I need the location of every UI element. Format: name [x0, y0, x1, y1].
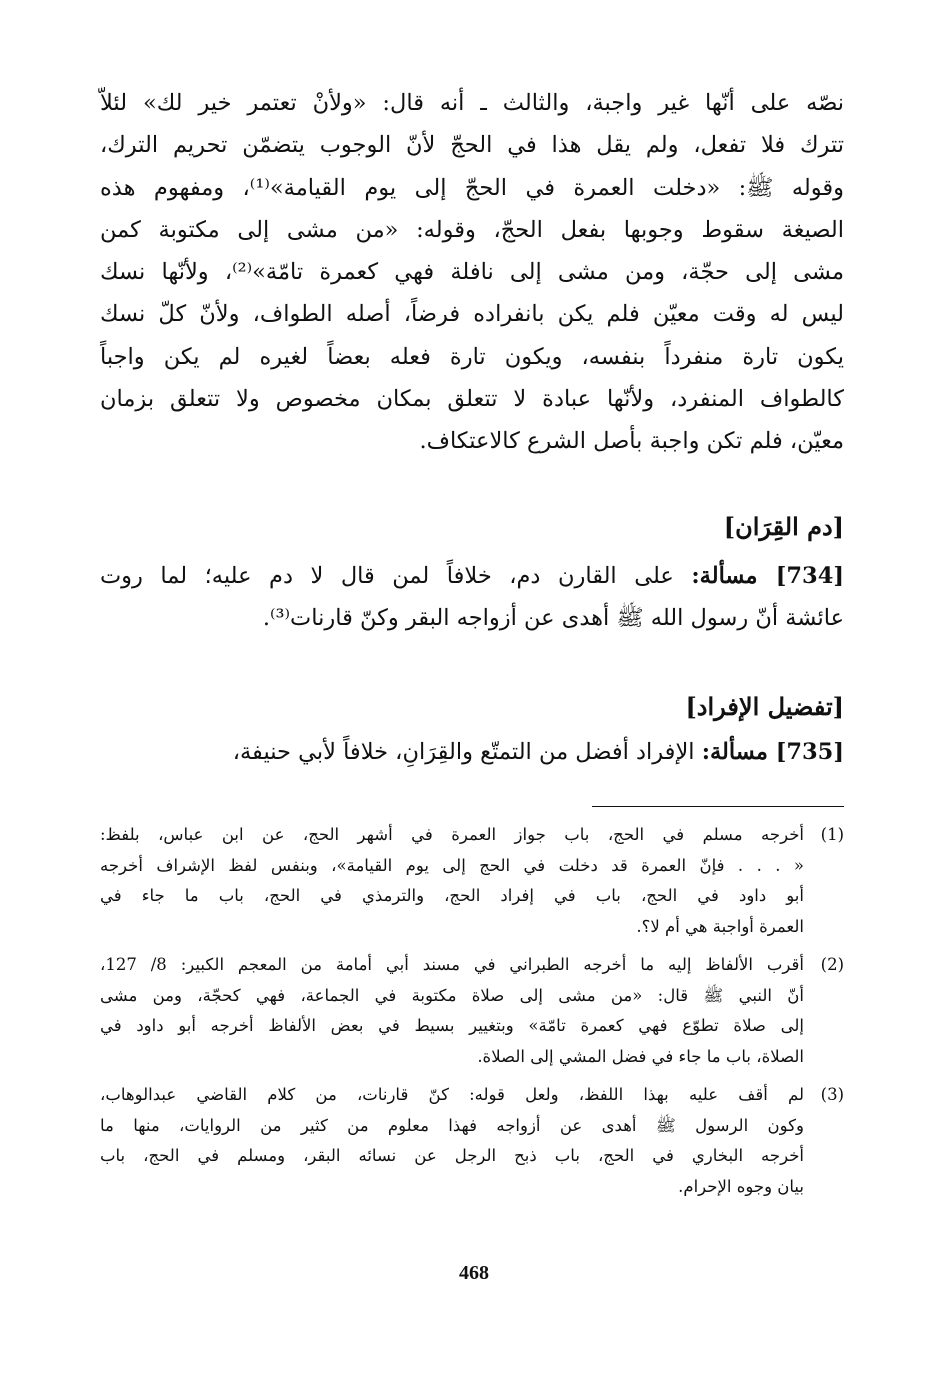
text-line: ليس له وقت معيّن فلم يكن بانفراده فرضاً، أصله الطواف، ولأنّ كلّ نسك	[100, 301, 844, 328]
issue-735	[100, 731, 844, 773]
footnote-text	[100, 950, 804, 1072]
text-line: يكون تارة منفرداً بنفسه، ويكون تارة فعله بعضاً لغيره لم يكن واجباً	[100, 343, 844, 370]
text-line: عائشة أنّ رسول الله ﷺ أهدى عن أزواجه البقر وكنّ قارنات⁽³⁾.	[262, 604, 844, 631]
footnote-line: الصلاة، باب ما جاء في فضل المشي إلى الصلاة.	[477, 1046, 804, 1066]
footnotes	[100, 820, 844, 1210]
footnote-number: (3)	[820, 1085, 844, 1104]
footnote-line: العمرة أواجبة هي أم لا؟.	[636, 916, 804, 936]
issue-number: [735] مسألة:	[701, 739, 844, 766]
footnote-line: أخرجه البخاري في الحج، باب ذبح الرجل عن نسائه البقر، ومسلم في الحج، باب	[100, 1146, 804, 1165]
footnote-line: وكون الرسول ﷺ أهدى عن أزواجه فهذا معلوم من كثير من الروايات، منها ما	[100, 1115, 804, 1135]
text-line: الصيغة سقوط وجوبها بفعل الحجّ، وقوله: «من مشى إلى مكتوبة كمن	[100, 216, 844, 243]
text-line: نصّه على أنّها غير واجبة، والثالث ـ أنه قال: «ولأنْ تعتمر خير لك» لئلاّ	[100, 90, 844, 116]
issue-734	[100, 555, 844, 640]
footnote-text	[100, 1080, 804, 1202]
page-number: 468	[459, 1262, 489, 1284]
text-line: كالطواف المنفرد، ولأنّها عبادة لا تتعلق بمكان مخصوص ولا تتعلق بزمان	[100, 386, 844, 413]
footnote-line: « . . . فإنّ العمرة قد دخلت في الحج إلى يوم القيامة»، وبنفس لفظ الإشراف أخرجه	[100, 855, 804, 875]
footnote-line: أنّ النبي ﷺ قال: «من مشى إلى صلاة مكتوبة في الجماعة، فهي كحجّة، ومن مشى	[100, 985, 804, 1005]
footnote	[100, 820, 844, 942]
section-heading-qiran: [دم القِرَان]	[723, 511, 844, 541]
text-line: معيّن، فلم تكن واجبة بأصل الشرع كالاعتكاف.	[419, 428, 844, 455]
issue-text: الإفراد أفضل من التمتّع والقِرَانِ، خلافاً لأبي حنيفة،	[232, 739, 695, 766]
footnote-line: أخرجه مسلم في الحج، باب جواز العمرة في أشهر الحج، عن ابن عباس، بلفظ:	[100, 825, 804, 844]
footnote-number: (1)	[820, 825, 844, 844]
footnote	[100, 1080, 844, 1202]
footnote-line: إلى صلاة تطوّع فهي كعمرة تامّة» وبتغيير بسيط في بعض الألفاظ أخرجه أبو داود في	[100, 1016, 804, 1035]
issue-number: [734] مسألة:	[691, 562, 845, 589]
issue-text: على القارن دم، خلافاً لمن قال لا دم عليه؛ لما روت	[100, 562, 674, 589]
text-line: وقوله ﷺ: «دخلت العمرة في الحجّ إلى يوم القيامة»⁽¹⁾، ومفهوم هذه	[100, 174, 845, 201]
footnote-line: أبو داود في الحج، باب في إفراد الحج، والترمذي في الحج، باب ما جاء في	[100, 886, 804, 905]
footnote-separator	[592, 806, 844, 807]
footnote-text	[100, 820, 804, 942]
footnote	[100, 950, 844, 1072]
text-line: تترك فلا تفعل، ولم يقل هذا في الحجّ لأنّ الوجوب يتضمّن تحريم الترك،	[100, 132, 844, 159]
section-heading-ifrad: [تفضيل الإفراد]	[685, 692, 844, 722]
text-line	[100, 731, 844, 773]
footnote-line: بيان وجوه الإحرام.	[678, 1176, 804, 1196]
text-line	[100, 555, 844, 597]
footnote-line: أقرب الألفاظ إليه ما أخرجه الطبراني في مسند أبي أمامة من المعجم الكبير: 8/ 127،	[100, 955, 804, 974]
text-line: مشى إلى حجّة، ومن مشى إلى نافلة فهي كعمرة تامّة»⁽²⁾، ولأنّها نسك	[100, 259, 844, 286]
body-paragraph	[100, 82, 844, 463]
footnote-number: (2)	[820, 955, 844, 974]
footnote-line: لم أقف عليه بهذا اللفظ، ولعل قوله: كنّ قارنات، من كلام القاضي عبدالوهاب،	[100, 1085, 804, 1104]
